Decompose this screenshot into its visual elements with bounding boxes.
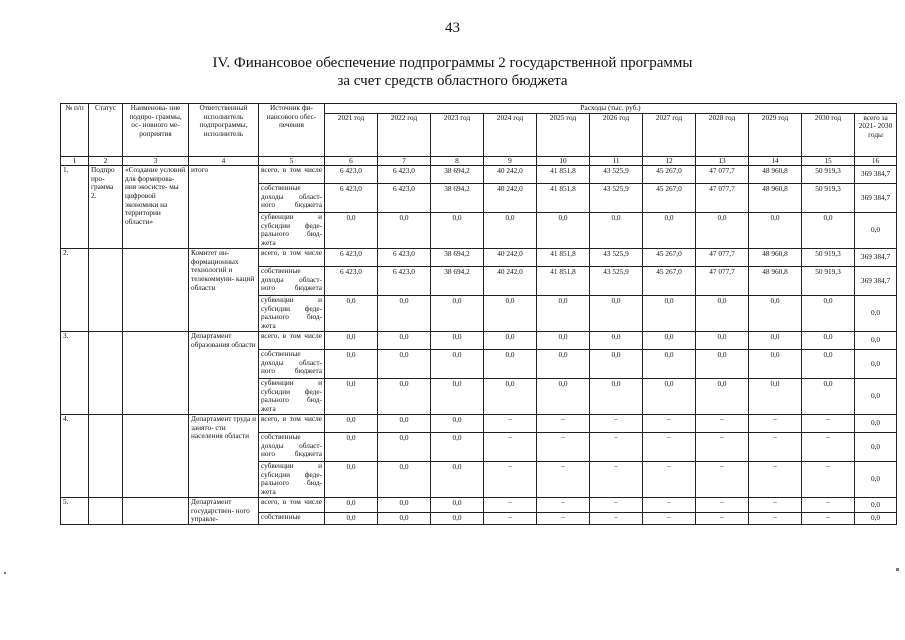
expense-total: 0,0 bbox=[855, 415, 897, 433]
row-status: Подпро про- грамма 2. bbox=[89, 166, 123, 249]
expense-value: 0,0 bbox=[696, 350, 749, 379]
row-number: 5. bbox=[61, 498, 89, 525]
expense-value: 0,0 bbox=[378, 433, 431, 462]
expense-total: 369 384,7 bbox=[855, 184, 897, 213]
expense-value: 0,0 bbox=[484, 350, 537, 379]
header-status: Статус bbox=[89, 104, 123, 157]
expense-value: 0,0 bbox=[325, 498, 378, 513]
column-number: 6 bbox=[325, 156, 378, 166]
row-status bbox=[89, 249, 123, 332]
financing-table bbox=[60, 103, 897, 525]
table-row bbox=[61, 498, 897, 513]
expense-value: 0,0 bbox=[378, 415, 431, 433]
expense-value: 0,0 bbox=[696, 296, 749, 332]
funding-source: субвенции и субсидии феде- рального бюд- жета bbox=[259, 379, 325, 415]
table-row bbox=[61, 415, 897, 433]
column-number: 10 bbox=[537, 156, 590, 166]
expense-value: 6 423,0 bbox=[325, 249, 378, 267]
expense-value: 0,0 bbox=[378, 379, 431, 415]
row-executor: Департамент труда и занято- сти населения области bbox=[189, 415, 259, 498]
expense-total: 0,0 bbox=[855, 513, 897, 525]
expense-value: 45 267,0 bbox=[643, 166, 696, 184]
expense-value: 50 919,3 bbox=[802, 249, 855, 267]
funding-source: собственные доходы област- ного бюджета bbox=[259, 350, 325, 379]
expense-value: – bbox=[802, 513, 855, 525]
expense-value: – bbox=[484, 433, 537, 462]
expense-value: 0,0 bbox=[749, 332, 802, 350]
expense-value: – bbox=[749, 415, 802, 433]
column-number: 14 bbox=[749, 156, 802, 166]
expense-value: 45 267,0 bbox=[643, 249, 696, 267]
expense-value: 50 919,3 bbox=[802, 166, 855, 184]
expense-value: – bbox=[590, 433, 643, 462]
expense-total: 369 384,7 bbox=[855, 249, 897, 267]
column-number: 11 bbox=[590, 156, 643, 166]
expense-value: 47 077,7 bbox=[696, 267, 749, 296]
expense-value: 6 423,0 bbox=[378, 267, 431, 296]
column-number: 4 bbox=[189, 156, 259, 166]
expense-total: 0,0 bbox=[855, 462, 897, 498]
expense-value: – bbox=[484, 415, 537, 433]
expense-value: – bbox=[696, 462, 749, 498]
expense-value: – bbox=[590, 415, 643, 433]
header-year: 2023 год bbox=[431, 113, 484, 156]
expense-value: 40 242,0 bbox=[484, 267, 537, 296]
expense-value: 0,0 bbox=[643, 296, 696, 332]
expense-value: 0,0 bbox=[484, 296, 537, 332]
expense-value: 48 960,8 bbox=[749, 166, 802, 184]
expense-value: 40 242,0 bbox=[484, 184, 537, 213]
expense-value: 0,0 bbox=[749, 350, 802, 379]
expense-value: 0,0 bbox=[431, 379, 484, 415]
expense-value: – bbox=[696, 513, 749, 525]
row-number: 4. bbox=[61, 415, 89, 498]
row-number: 2. bbox=[61, 249, 89, 332]
expense-value: 0,0 bbox=[537, 332, 590, 350]
expense-value: – bbox=[643, 433, 696, 462]
expense-value: 0,0 bbox=[378, 350, 431, 379]
expense-value: 0,0 bbox=[749, 379, 802, 415]
row-status bbox=[89, 498, 123, 525]
funding-source: собственные доходы област- ного бюджета bbox=[259, 433, 325, 462]
column-number: 3 bbox=[123, 156, 189, 166]
expense-value: 0,0 bbox=[802, 296, 855, 332]
header-year: 2025 год bbox=[537, 113, 590, 156]
expense-value: – bbox=[749, 498, 802, 513]
expense-value: 0,0 bbox=[484, 379, 537, 415]
funding-source: собственные доходы област- ного бюджета bbox=[259, 184, 325, 213]
header-year: 2022 год bbox=[378, 113, 431, 156]
header-year: 2021 год bbox=[325, 113, 378, 156]
column-number: 13 bbox=[696, 156, 749, 166]
column-number: 12 bbox=[643, 156, 696, 166]
expense-total: 0,0 bbox=[855, 296, 897, 332]
expense-total: 0,0 bbox=[855, 433, 897, 462]
expense-value: 0,0 bbox=[643, 379, 696, 415]
expense-value: – bbox=[696, 433, 749, 462]
page-number: 43 bbox=[445, 20, 460, 36]
expense-value: 38 694,2 bbox=[431, 166, 484, 184]
expense-value: 0,0 bbox=[802, 332, 855, 350]
expense-value: 0,0 bbox=[431, 296, 484, 332]
expense-value: – bbox=[749, 462, 802, 498]
column-number: 8 bbox=[431, 156, 484, 166]
expense-value: – bbox=[802, 498, 855, 513]
expense-value: 0,0 bbox=[378, 513, 431, 525]
expense-total: 369 384,7 bbox=[855, 166, 897, 184]
expense-value: 38 694,2 bbox=[431, 267, 484, 296]
expense-value: 43 525,9 bbox=[590, 184, 643, 213]
expense-value: 38 694,2 bbox=[431, 249, 484, 267]
expense-value: 38 694,2 bbox=[431, 184, 484, 213]
expense-total: 0,0 bbox=[855, 379, 897, 415]
expense-value: 6 423,0 bbox=[325, 166, 378, 184]
expense-value: 6 423,0 bbox=[325, 184, 378, 213]
expense-value: – bbox=[484, 498, 537, 513]
funding-source: субвенции и субсидии феде- рального бюд- жета bbox=[259, 213, 325, 249]
row-executor: Департамент образования области bbox=[189, 332, 259, 415]
expense-value: – bbox=[643, 513, 696, 525]
column-number: 15 bbox=[802, 156, 855, 166]
column-number: 5 bbox=[259, 156, 325, 166]
expense-value: 0,0 bbox=[537, 350, 590, 379]
expense-value: 47 077,7 bbox=[696, 249, 749, 267]
column-numbers-row bbox=[61, 156, 897, 166]
column-number: 2 bbox=[89, 156, 123, 166]
expense-value: 0,0 bbox=[696, 332, 749, 350]
expense-value: 43 525,9 bbox=[590, 249, 643, 267]
expense-value: 0,0 bbox=[696, 213, 749, 249]
funding-source: субвенции и субсидии феде- рального бюд- жета bbox=[259, 462, 325, 498]
expense-value: 41 851,8 bbox=[537, 249, 590, 267]
expense-value: 48 960,8 bbox=[749, 184, 802, 213]
section-title bbox=[0, 54, 905, 90]
expense-value: 0,0 bbox=[537, 379, 590, 415]
header-executor: Ответственный исполнитель подпрограммы, исполнитель bbox=[189, 104, 259, 157]
expense-value: – bbox=[802, 433, 855, 462]
table-row bbox=[61, 166, 897, 184]
expense-value: 0,0 bbox=[537, 296, 590, 332]
expense-value: 6 423,0 bbox=[378, 166, 431, 184]
expense-value: 0,0 bbox=[325, 462, 378, 498]
expense-value: – bbox=[484, 462, 537, 498]
scan-mark bbox=[896, 568, 899, 571]
column-number: 7 bbox=[378, 156, 431, 166]
expense-value: 0,0 bbox=[431, 513, 484, 525]
expense-value: 47 077,7 bbox=[696, 184, 749, 213]
expense-value: – bbox=[802, 462, 855, 498]
funding-source: всего, в том числе bbox=[259, 498, 325, 513]
expense-value: 48 960,8 bbox=[749, 267, 802, 296]
expense-value: 0,0 bbox=[749, 213, 802, 249]
expense-value: – bbox=[749, 433, 802, 462]
header-year: 2030 год bbox=[802, 113, 855, 156]
expense-value: 0,0 bbox=[802, 350, 855, 379]
expense-value: 0,0 bbox=[590, 379, 643, 415]
header-year: 2026 год bbox=[590, 113, 643, 156]
expense-value: 0,0 bbox=[378, 296, 431, 332]
expense-value: 40 242,0 bbox=[484, 166, 537, 184]
expense-value: 0,0 bbox=[696, 379, 749, 415]
column-number: 1 bbox=[61, 156, 89, 166]
expense-value: 0,0 bbox=[378, 332, 431, 350]
expense-value: 41 851,8 bbox=[537, 166, 590, 184]
expense-total: 0,0 bbox=[855, 213, 897, 249]
expense-value: 40 242,0 bbox=[484, 249, 537, 267]
expense-value: – bbox=[696, 498, 749, 513]
expense-value: 0,0 bbox=[378, 462, 431, 498]
expense-value: 0,0 bbox=[590, 296, 643, 332]
expense-value: – bbox=[643, 498, 696, 513]
row-status bbox=[89, 332, 123, 415]
expense-value: 41 851,8 bbox=[537, 184, 590, 213]
expense-value: 0,0 bbox=[802, 379, 855, 415]
expense-value: – bbox=[537, 433, 590, 462]
expense-value: 0,0 bbox=[378, 498, 431, 513]
expense-value: – bbox=[590, 462, 643, 498]
row-status bbox=[89, 415, 123, 498]
section-title-line-2: за счет средств областного бюджета bbox=[337, 73, 568, 89]
expense-value: 0,0 bbox=[325, 213, 378, 249]
expense-value: 0,0 bbox=[431, 433, 484, 462]
expense-value: 0,0 bbox=[590, 332, 643, 350]
funding-source: всего, в том числе bbox=[259, 332, 325, 350]
expense-value: 0,0 bbox=[643, 350, 696, 379]
expense-value: – bbox=[643, 462, 696, 498]
row-subprogram-name bbox=[123, 332, 189, 415]
expense-value: 0,0 bbox=[378, 213, 431, 249]
expense-value: 0,0 bbox=[325, 415, 378, 433]
expense-value: 43 525,9 bbox=[590, 267, 643, 296]
expense-value: 0,0 bbox=[431, 415, 484, 433]
expense-value: 0,0 bbox=[325, 350, 378, 379]
expense-total: 0,0 bbox=[855, 350, 897, 379]
expense-value: – bbox=[590, 513, 643, 525]
expense-value: – bbox=[537, 415, 590, 433]
row-executor: итого bbox=[189, 166, 259, 249]
header-year: 2027 год bbox=[643, 113, 696, 156]
expense-value: – bbox=[696, 415, 749, 433]
expense-total: 0,0 bbox=[855, 498, 897, 513]
header-expenses: Расходы (тыс. руб.) bbox=[325, 104, 897, 114]
table-row bbox=[61, 332, 897, 350]
expense-total: 369 384,7 bbox=[855, 267, 897, 296]
expense-value: 0,0 bbox=[643, 213, 696, 249]
funding-source: всего, в том числе bbox=[259, 249, 325, 267]
expense-total: 0,0 bbox=[855, 332, 897, 350]
expense-value: – bbox=[484, 513, 537, 525]
header-num: № п/п bbox=[61, 104, 89, 157]
header-year: 2029 год bbox=[749, 113, 802, 156]
expense-value: 0,0 bbox=[802, 213, 855, 249]
column-number: 9 bbox=[484, 156, 537, 166]
row-subprogram-name bbox=[123, 498, 189, 525]
row-subprogram-name bbox=[123, 415, 189, 498]
expense-value: 6 423,0 bbox=[378, 184, 431, 213]
expense-value: 0,0 bbox=[325, 332, 378, 350]
header-source: Источник фи- нансового обес- печения bbox=[259, 104, 325, 157]
expense-value: – bbox=[749, 513, 802, 525]
header-year: 2028 год bbox=[696, 113, 749, 156]
expense-value: 0,0 bbox=[590, 213, 643, 249]
expense-value: – bbox=[537, 513, 590, 525]
expense-value: 50 919,3 bbox=[802, 184, 855, 213]
header-total: всего за 2021- 2030 годы bbox=[855, 113, 897, 156]
funding-source: собственные bbox=[259, 513, 325, 525]
expense-value: 0,0 bbox=[484, 213, 537, 249]
expense-value: 45 267,0 bbox=[643, 267, 696, 296]
row-number: 1. bbox=[61, 166, 89, 249]
expense-value: 0,0 bbox=[431, 350, 484, 379]
expense-value: 0,0 bbox=[431, 213, 484, 249]
row-executor: Департамент государствен- ного управле- bbox=[189, 498, 259, 525]
expense-value: – bbox=[537, 462, 590, 498]
expense-value: 0,0 bbox=[431, 332, 484, 350]
expense-value: 0,0 bbox=[431, 498, 484, 513]
expense-value: 41 851,8 bbox=[537, 267, 590, 296]
expense-value: 6 423,0 bbox=[378, 249, 431, 267]
expense-value: 0,0 bbox=[325, 379, 378, 415]
expense-value: 0,0 bbox=[325, 433, 378, 462]
expense-value: – bbox=[590, 498, 643, 513]
expense-value: 47 077,7 bbox=[696, 166, 749, 184]
expense-value: 6 423,0 bbox=[325, 267, 378, 296]
header-name: Наименова- ние подпро- граммы, ос- новного ме- роприятия bbox=[123, 104, 189, 157]
header-year: 2024 год bbox=[484, 113, 537, 156]
row-executor: Комитет ин- формационных технологий и телекоммуни- каций области bbox=[189, 249, 259, 332]
expense-value: 0,0 bbox=[749, 296, 802, 332]
expense-value: 0,0 bbox=[484, 332, 537, 350]
row-number: 3. bbox=[61, 332, 89, 415]
funding-source: всего, в том числе bbox=[259, 415, 325, 433]
scan-mark bbox=[4, 572, 6, 574]
expense-value: 43 525,9 bbox=[590, 166, 643, 184]
expense-value: 0,0 bbox=[325, 296, 378, 332]
expense-value: 48 960,8 bbox=[749, 249, 802, 267]
expense-value: 45 267,0 bbox=[643, 184, 696, 213]
expense-value: 0,0 bbox=[590, 350, 643, 379]
table-row bbox=[61, 249, 897, 267]
row-subprogram-name bbox=[123, 249, 189, 332]
expense-value: 50 919,3 bbox=[802, 267, 855, 296]
funding-source: собственные доходы област- ного бюджета bbox=[259, 267, 325, 296]
table-body bbox=[61, 104, 897, 525]
expense-value: 0,0 bbox=[537, 213, 590, 249]
expense-value: – bbox=[537, 498, 590, 513]
section-title-line-1: IV. Финансовое обеспечение подпрограммы 2 государственной программы bbox=[212, 55, 693, 71]
expense-value: 0,0 bbox=[643, 332, 696, 350]
column-number: 16 bbox=[855, 156, 897, 166]
expense-value: – bbox=[643, 415, 696, 433]
expense-value: 0,0 bbox=[325, 513, 378, 525]
row-subprogram-name: «Создание условий для формирова- ния экосисте- мы цифровой экономики на территории области» bbox=[123, 166, 189, 249]
funding-source: всего, в том числе bbox=[259, 166, 325, 184]
funding-source: субвенции и субсидии феде- рального бюд- жета bbox=[259, 296, 325, 332]
expense-value: 0,0 bbox=[431, 462, 484, 498]
expense-value: – bbox=[802, 415, 855, 433]
